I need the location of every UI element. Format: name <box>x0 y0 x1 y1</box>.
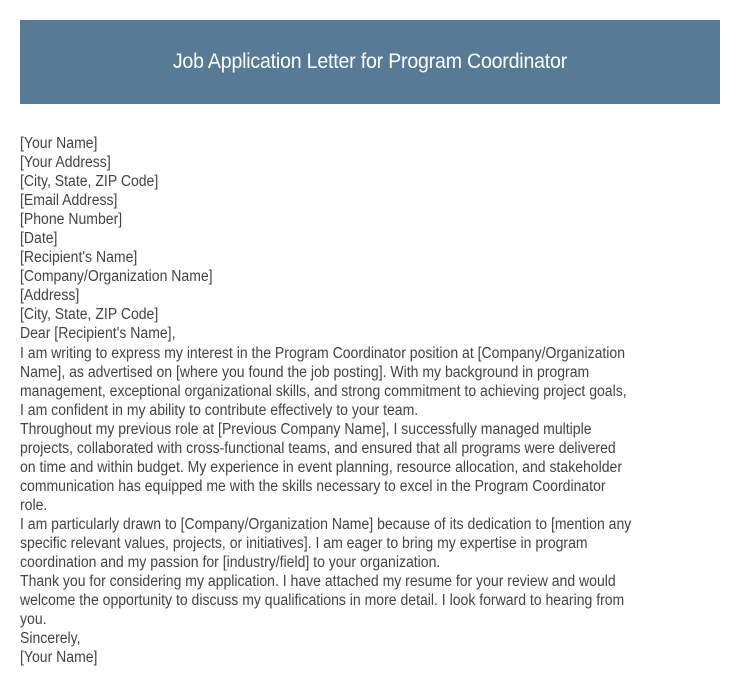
paragraph-line: I am confident in my ability to contribute effectively to your team. <box>20 401 419 419</box>
sender-address: [Your Address] <box>20 154 111 172</box>
recipient-block <box>20 248 740 324</box>
paragraph-closing <box>20 572 740 629</box>
paragraph-intro <box>20 344 740 420</box>
closing: Sincerely, <box>20 630 81 648</box>
letter-body <box>20 134 740 667</box>
paragraph-line: you. <box>20 611 47 629</box>
paragraph-line: I am writing to express my interest in the Program Coordinator position at [Company/Organization <box>20 344 626 362</box>
paragraph-line: role. <box>20 496 48 514</box>
page-title: Job Application Letter for Program Coordinator <box>172 50 568 73</box>
salutation: Dear [Recipient's Name], <box>20 325 176 343</box>
paragraph-line: communication has equipped me with the skills necessary to excel in the Program Coordinator <box>20 477 606 495</box>
paragraph-line: on time and within budget. My experience in event planning, resource allocation, and stakeholder <box>20 458 623 476</box>
sender-block <box>20 134 740 248</box>
paragraph-experience <box>20 420 740 515</box>
paragraph-line: Name], as advertised on [where you found the job posting]. With my background in program <box>20 363 590 381</box>
sender-city-state-zip: [City, State, ZIP Code] <box>20 173 159 191</box>
paragraph-line: projects, collaborated with cross-functional teams, and ensured that all programs were delivered <box>20 439 616 457</box>
recipient-city-state-zip: [City, State, ZIP Code] <box>20 306 159 324</box>
paragraph-line: specific relevant values, projects, or initiatives]. I am eager to bring my expertise in program <box>20 534 588 552</box>
sender-email: [Email Address] <box>20 192 118 210</box>
sender-phone: [Phone Number] <box>20 211 123 229</box>
paragraph-line: coordination and my passion for [industry/field] to your organization. <box>20 554 441 572</box>
letter-date: [Date] <box>20 230 58 248</box>
signature: [Your Name] <box>20 649 98 667</box>
paragraph-line: I am particularly drawn to [Company/Organization Name] because of its dedication to [mention any <box>20 515 632 533</box>
paragraph-line: management, exceptional organizational skills, and strong commitment to achieving project goals, <box>20 382 627 400</box>
paragraph-motivation <box>20 515 740 572</box>
sender-name: [Your Name] <box>20 135 98 152</box>
paragraph-line: Thank you for considering my application. I have attached my resume for your review and would <box>20 573 616 591</box>
recipient-address: [Address] <box>20 287 80 305</box>
title-banner <box>20 20 720 104</box>
recipient-organization: [Company/Organization Name] <box>20 268 213 286</box>
recipient-name: [Recipient's Name] <box>20 249 138 267</box>
paragraph-line: welcome the opportunity to discuss my qualifications in more detail. I look forward to hearing from <box>20 592 625 610</box>
paragraph-line: Throughout my previous role at [Previous Company Name], I successfully managed multiple <box>20 420 592 438</box>
